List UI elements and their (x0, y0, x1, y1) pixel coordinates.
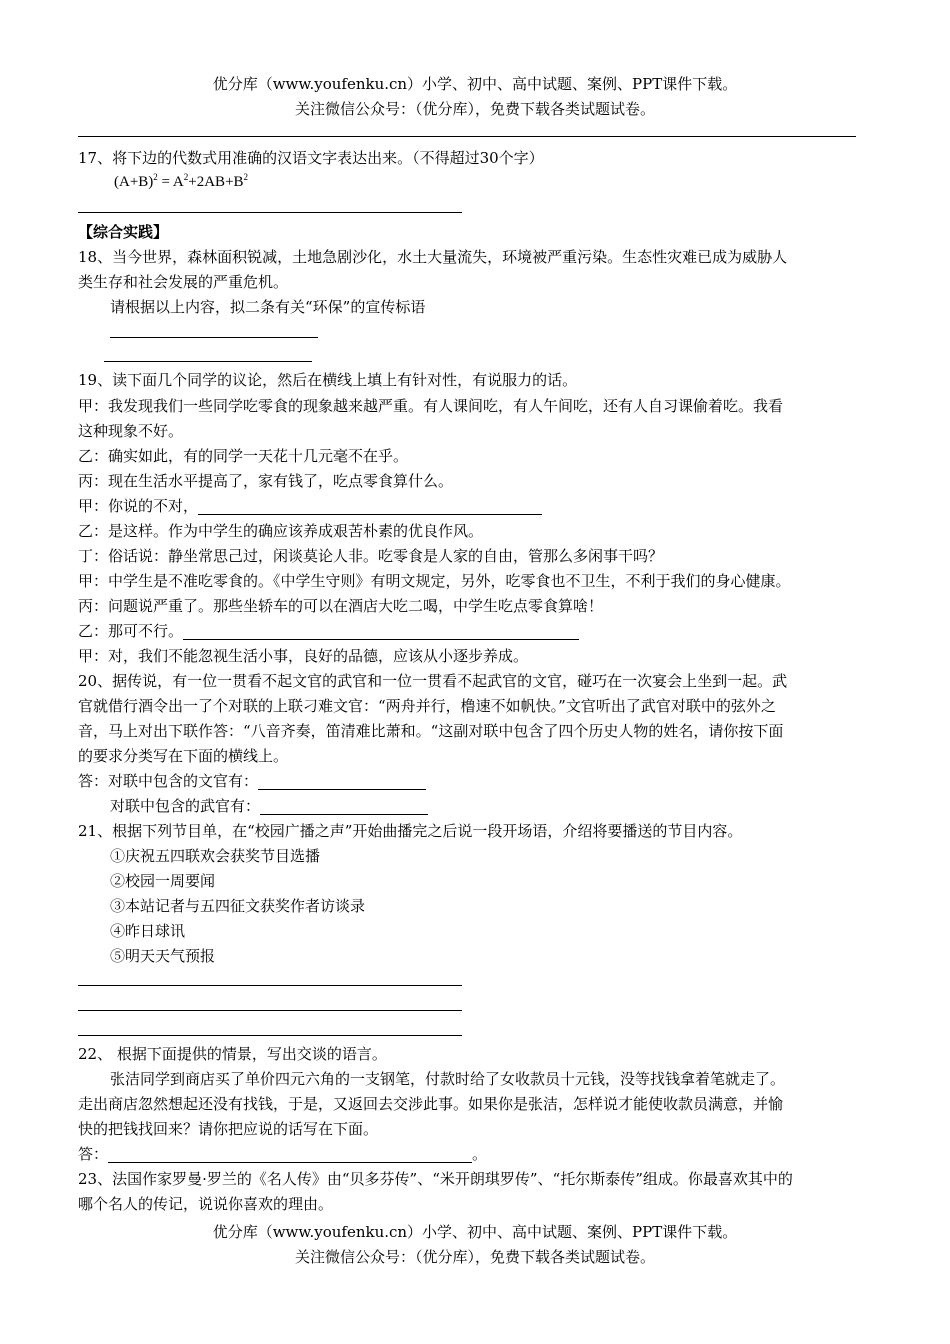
q17-answer-line[interactable] (78, 212, 462, 213)
q20-line-3: 音，马上对出下联作答：“八音齐奏，笛清难比萧和。“这副对联中包含了四个历史人物的姓名，请你按下面 (78, 722, 784, 740)
q19-line-9: 丙：问题说严重了。那些坐轿车的可以在酒店大吃二喝，中学生吃点零食算啥！ (78, 597, 604, 615)
q22-line-3: 快的把钱找回来？请你把应说的话写在下面。 (78, 1120, 379, 1138)
q19-line-2: 这种现象不好。 (78, 422, 184, 440)
q19-blank-2[interactable] (183, 624, 579, 640)
q20-answer-1 (78, 771, 426, 791)
q19-line-8: 甲：中学生是不准吃零食的。《中学生守则》有明文规定，另外，吃零食也不卫生，不利于我们的身心健康。 (78, 572, 791, 590)
q20-line-2: 官就借行酒令出一了个对联的上联刁难文官：“两舟并行，橹速不如帆快。”文官听出了武官对联中的弦外之 (78, 697, 776, 715)
q22-line-2: 走出商店忽然想起还没有找钱，于是，又返回去交涉此事。如果你是张洁，怎样说才能使收款员满意，并愉 (78, 1095, 784, 1113)
header-line-2: 关注微信公众号：（优分库），免费下载各类试题试卷。 (294, 100, 655, 118)
q21-intro: 21、根据下列节目单，在“校园广播之声”开始曲播完之后说一段开场语，介绍将要播送的节目内容。 (78, 822, 743, 840)
footer-line-1: 优分库（www.youfenku.cn）小学、初中、高中试题、案例、PPT课件下载。 (212, 1223, 738, 1241)
q21-item-5: ⑤明天天气预报 (110, 947, 216, 965)
q17-exp-2: 2 (183, 172, 189, 182)
q17-exp-3: 2 (243, 172, 249, 182)
q19-line-6: 乙：是这样。作为中学生的确应该养成艰苦朴素的优良作风。 (78, 522, 484, 540)
q18-answer-line-1[interactable] (110, 337, 318, 338)
footer-line-2: 关注微信公众号：（优分库），免费下载各类试题试卷。 (294, 1248, 655, 1266)
q17-formula-c: +2AB+B (188, 174, 244, 190)
header-divider (78, 136, 856, 137)
q19-line-4: 丙：现在生活水平提高了，家有钱了，吃点零食算什么。 (78, 472, 454, 490)
q21-item-2: ②校园一周要闻 (110, 872, 216, 890)
q17-text: 17、将下边的代数式用准确的汉语文字表达出来。（不得超过30个字） (78, 149, 544, 167)
q19-line-10 (78, 621, 579, 641)
q22-blank[interactable] (108, 1147, 472, 1163)
q20-answer-2 (110, 796, 428, 816)
q20-blank-civil[interactable] (258, 774, 426, 790)
q18-line-1: 18、当今世界，森林面积锐减，土地急剧沙化，水土大量流失，环境被严重污染。生态性灾难已成为威胁人 (78, 248, 788, 266)
q19-line-11: 甲：对，我们不能忽视生活小事，良好的品德，应该从小逐步养成。 (78, 647, 529, 665)
q22-intro: 22、 根据下面提供的情景，写出交谈的语言。 (78, 1045, 387, 1063)
header-line-1: 优分库（www.youfenku.cn）小学、初中、高中试题、案例、PPT课件下载。 (212, 75, 738, 93)
q17-formula-a: (A+B) (114, 174, 154, 190)
q18-line-2: 类生存和社会发展的严重危机。 (78, 273, 289, 291)
q21-answer-line-3[interactable] (78, 1035, 462, 1036)
q22-answer-end: 。 (472, 1145, 488, 1163)
q19-blank-1[interactable] (198, 499, 542, 515)
q20-line-1: 20、据传说，有一位一贯看不起文官的武官和一位一贯看不起武官的文官，碰巧在一次宴会上坐到一起。武 (78, 672, 788, 690)
q19-line-7: 丁：俗话说：静坐常思己过，闲谈莫论人非。吃零食是人家的自由，管那么多闲事干吗？ (78, 547, 664, 565)
q22-answer-label: 答： (78, 1145, 109, 1163)
q21-item-1: ①庆祝五四联欢会获奖节目选播 (110, 847, 321, 865)
q22-answer (78, 1144, 487, 1164)
q20-line-4: 的要求分类写在下面的横线上。 (78, 747, 289, 765)
q18-answer-line-2[interactable] (104, 361, 312, 362)
q18-line-3: 请根据以上内容，拟二条有关“环保”的宣传标语 (110, 298, 426, 316)
q20-answer-1-label: 答：对联中包含的文官有： (78, 772, 259, 790)
q21-item-4: ④昨日球讯 (110, 922, 186, 940)
q19-line-10-text: 乙：那可不行。 (78, 622, 184, 640)
q19-line-5 (78, 496, 542, 516)
q21-answer-line-1[interactable] (78, 985, 462, 986)
q23-line-1: 23、法国作家罗曼·罗兰的《名人传》由“贝多芬传”、“米开朗琪罗传”、“托尔斯泰传”组成。你最喜欢其中的 (78, 1170, 793, 1188)
q19-line-3: 乙：确实如此，有的同学一天花十几元毫不在乎。 (78, 447, 409, 465)
q19-intro: 19、读下面几个同学的议论，然后在横线上填上有针对性，有说服力的话。 (78, 371, 578, 389)
q21-item-3: ③本站记者与五四征文获奖作者访谈录 (110, 897, 366, 915)
q17-formula (114, 172, 248, 192)
q19-line-1: 甲：我发现我们一些同学吃零食的现象越来越严重。有人课间吃，有人午间吃，还有人自习课偷着吃。我看 (78, 397, 784, 415)
q20-answer-2-label: 对联中包含的武官有： (110, 797, 261, 815)
q17-exp-1: 2 (153, 172, 158, 182)
q22-line-1: 张洁同学到商店买了单价四元六角的一支钢笔，付款时给了女收款员十元钱，没等找钱拿着笔就走了。 (110, 1070, 786, 1088)
section-title: 【综合实践】 (78, 223, 169, 241)
q20-blank-military[interactable] (260, 799, 428, 815)
q17-formula-b: = A (157, 174, 184, 190)
q19-line-5-text: 甲：你说的不对， (78, 497, 199, 515)
q21-answer-line-2[interactable] (78, 1010, 462, 1011)
q23-line-2: 哪个名人的传记，说说你喜欢的理由。 (78, 1195, 334, 1213)
